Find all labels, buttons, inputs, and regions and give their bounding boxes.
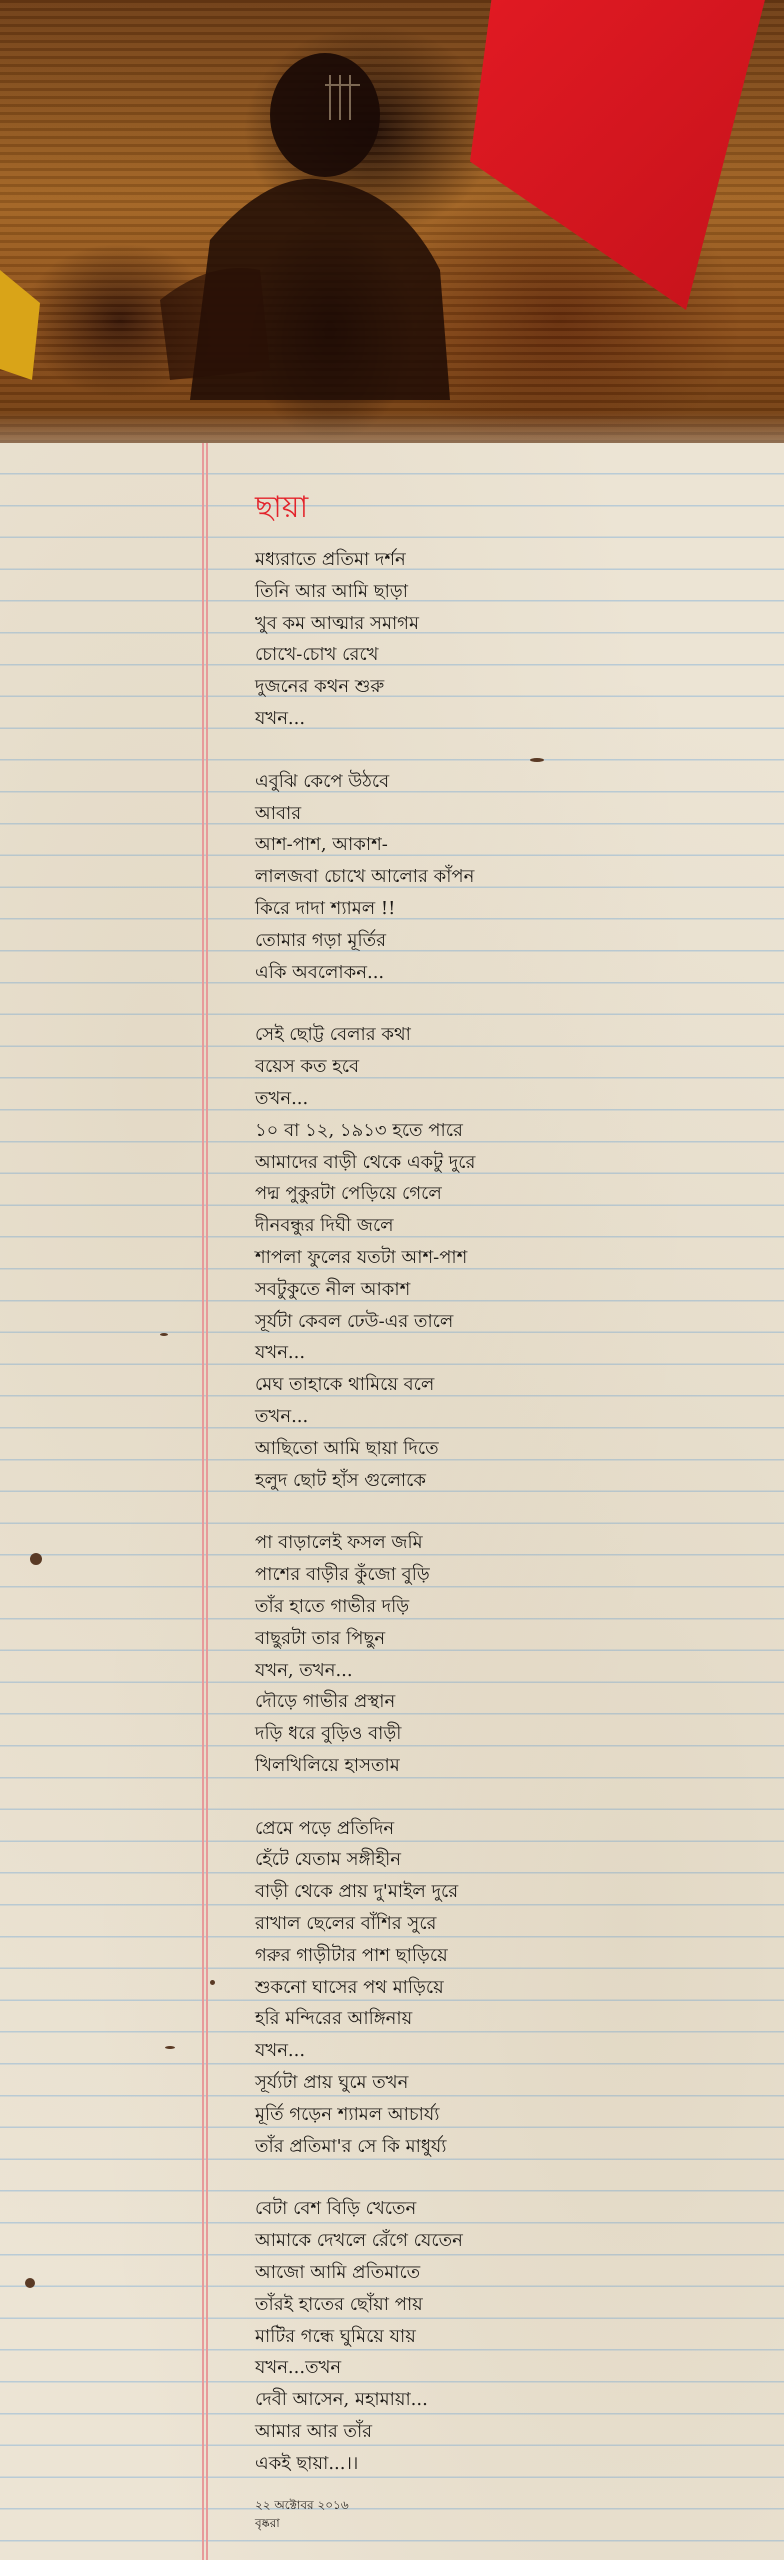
poem-line: তোমার গড়া মূর্তির [255, 929, 387, 951]
poem-line: বাছুরটা তার পিছুন [255, 1627, 386, 1649]
poem-line: শাপলা ফুলের যতটা আশ-পাশ [255, 1246, 468, 1268]
poem-line: আমাকে দেখলে রেঁগে যেতেন [255, 2230, 463, 2252]
paper-speck [165, 2046, 175, 2049]
poem-line: আমার আর তাঁর [255, 2421, 373, 2443]
poem-line: আশ-পাশ, আকাশ- [255, 834, 388, 856]
poem-line: দুজনের কথন শুরু [255, 676, 385, 698]
stanza [255, 766, 735, 989]
poem-line: পদ্ম পুকুরটা পেড়িয়ে গেলে [255, 1183, 442, 1205]
poem-line: প্রেমে পড়ে প্রতিদিন [255, 1817, 395, 1839]
poem-line: লালজবা চোখে আলোর কাঁপন [255, 866, 475, 888]
poem-line: আমাদের বাড়ী থেকে একটু দুরে [255, 1151, 476, 1173]
poem-line: কিরে দাদা শ্যামল !! [255, 897, 396, 919]
poem-line: দীনবন্ধুর দিঘী জলে [255, 1215, 394, 1237]
poem-line: পা বাড়ালেই ফসল জমি [255, 1532, 423, 1554]
poem-line: সূর্যটা কেবল ঢেউ-এর তালে [255, 1310, 454, 1332]
poem-line: একি অবলোকন... [255, 961, 385, 983]
margin-line [206, 443, 208, 2560]
poem-line: বাড়ী থেকে প্রায় দু'মাইল দুরে [255, 1881, 459, 1903]
header-artwork [0, 0, 784, 443]
poem-line: মধ্যরাতে প্রতিমা দর্শন [255, 549, 406, 570]
poem-line: যখন...তখন [255, 2357, 342, 2379]
poem-line: যখন, তখন... [255, 1659, 353, 1681]
poem-line: দড়ি ধরে বুড়িও বাড়ী [255, 1723, 402, 1745]
poem-line: আছিতো আমি ছায়া দিতে [255, 1437, 439, 1459]
paper-speck [30, 1553, 42, 1565]
poem-line: দেবী আসেন, মহামায়া... [255, 2389, 428, 2411]
stanza [255, 1813, 735, 2163]
paper-speck [210, 1980, 215, 1985]
poem-line: দৌড়ে গাভীর প্রস্থান [255, 1691, 396, 1713]
poem-line: একই ছায়া...।। [255, 2452, 359, 2474]
poem-line: সেই ছোট্ট বেলার কথা [255, 1024, 411, 1046]
poem-line: হলুদ ছোট হাঁস গুলোকে [255, 1469, 426, 1491]
poem-line: পাশের বাড়ীর কুঁজো বুড়ি [255, 1564, 430, 1586]
poem-line: আজো আমি প্রতিমাতে [255, 2262, 421, 2284]
stanza [255, 1019, 735, 1496]
poem-line: যখন... [255, 2040, 306, 2062]
poem-line: এবুঝি কেপে উঠবে [255, 770, 390, 792]
poem [255, 490, 735, 2511]
poem-line: তাঁরই হাতের ছোঁয়া পায় [255, 2293, 423, 2315]
poem-line: মাটির গন্ধে ঘুমিয়ে যায় [255, 2325, 416, 2347]
poem-line: তাঁর প্রতিমা'র সে কি মাধুর্য্য [255, 2135, 447, 2157]
poem-line: সবটুকুতে নীল আকাশ [255, 1278, 411, 1300]
stanza [255, 1527, 735, 1781]
paper-speck [25, 2278, 35, 2288]
poem-line: মেঘ তাহাকে থামিয়ে বলে [255, 1374, 435, 1396]
poem-line: আবার [255, 802, 302, 824]
poem-line: তখন... [255, 1087, 309, 1109]
poem-body [255, 544, 735, 2480]
poem-line: গরুর গাড়ীটার পাশ ছাড়িয়ে [255, 1944, 448, 1966]
margin-line [202, 443, 204, 2560]
poem-line: যখন... [255, 1342, 306, 1364]
silhouette-figure [150, 40, 450, 400]
poem-date: ২২ অক্টোবর ২০১৬ [255, 2498, 349, 2512]
poem-line: শুকনো ঘাসের পথ মাড়িয়ে [255, 1976, 444, 1998]
poem-footer [255, 2496, 349, 2532]
poem-line: বেটা বেশ বিড়ি খেতেন [255, 2198, 417, 2220]
poem-line: সূর্য্যটা প্রায় ঘুমে তখন [255, 2072, 409, 2094]
poem-line: হেঁটে যেতাম সঙ্গীহীন [255, 1849, 401, 1871]
paper-speck [160, 1333, 168, 1336]
poem-line: খুব কম আত্মার সমাগম [255, 612, 419, 634]
stanza [255, 544, 735, 735]
poem-line: তখন... [255, 1405, 309, 1427]
poem-line: যখন... [255, 707, 306, 729]
poem-line: মূর্তি গড়েন শ্যামল আচার্য্য [255, 2103, 440, 2125]
poem-line: হরি মন্দিরের আঙ্গিনায় [255, 2008, 413, 2030]
poem-title: ছায়া [255, 490, 309, 525]
stanza [255, 2193, 735, 2479]
poem-line: তিনি আর আমি ছাড়া [255, 580, 408, 602]
poem-line: খিলখিলিয়ে হাসতাম [255, 1754, 400, 1776]
poem-line: রাখাল ছেলের বাঁশির সুরে [255, 1913, 437, 1935]
poem-author: বৃষ্করা [255, 2516, 280, 2530]
poem-line: চোখে-চোখ রেখে [255, 644, 379, 666]
poem-line: ১০ বা ১২, ১৯১৩ হতে পারে [255, 1119, 463, 1141]
poem-line: তাঁর হাতে গাভীর দড়ি [255, 1595, 410, 1617]
poem-line: বয়েস কত হবে [255, 1056, 359, 1078]
